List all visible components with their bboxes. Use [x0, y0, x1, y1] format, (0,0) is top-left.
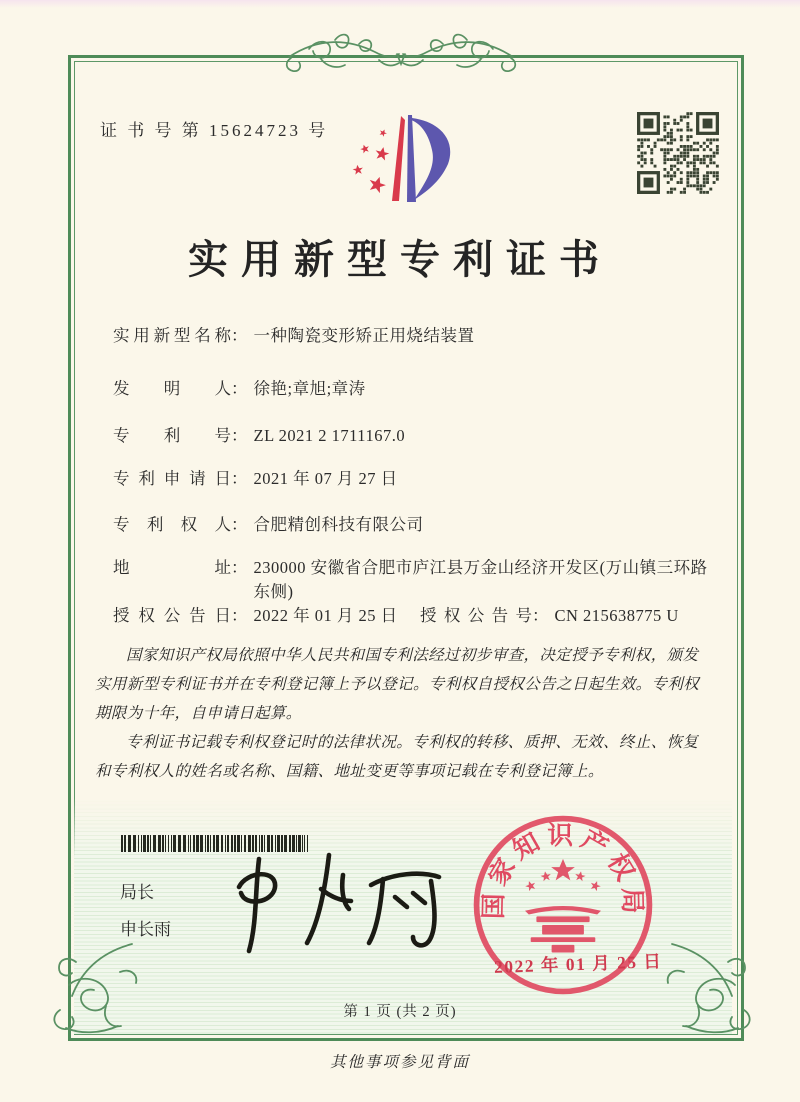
director-signature [225, 845, 455, 962]
field-value: 合肥精创科技有限公司 [253, 515, 424, 534]
field-row-inventor [113, 377, 713, 401]
field-label: 专利号 [113, 426, 231, 445]
cnipa-logo [350, 112, 460, 217]
seal-date: 2022 年 01 月 25 日 [493, 951, 663, 977]
legal-text [95, 641, 709, 786]
field-colon: ： [532, 606, 549, 625]
back-note: 其他事项参见背面 [329, 1054, 470, 1071]
director-name: 申长雨 [120, 920, 171, 939]
body-paragraph-1: 国家知识产权局依照中华人民共和国专利法经过初步审查，决定授予专利权，颁发实用新型专利证书并在专利登记簿上予以登记。专利权自授权公告之日起生效。专利权期限为十年，自申请日起算。 [95, 647, 700, 722]
field-value: 一种陶瓷变形矫正用烧结装置 [253, 326, 475, 345]
seal-ring-text: 国家知识产权局 [478, 821, 648, 920]
field-label: 实用新型名称 [113, 326, 231, 345]
qr-code [637, 112, 719, 199]
field-value: CN 215638775 U [554, 606, 679, 625]
logo-stars [352, 128, 390, 194]
field-label: 地址 [113, 558, 231, 577]
director-title: 局长 [120, 883, 154, 902]
field-value: 2022 年 01 月 25 日 [253, 606, 398, 625]
field-value: 2021 年 07 月 27 日 [253, 469, 398, 488]
field-row-filing-date [113, 467, 713, 491]
field-pair-grant-no [420, 604, 679, 628]
field-row-patent-no [113, 424, 713, 448]
certificate-number: 证 书 号 第 15624723 号 [100, 121, 329, 140]
logo-red-wedge [392, 116, 405, 201]
field-row-grant [113, 604, 713, 628]
field-colon: ： [231, 326, 248, 345]
field-label: 授权公告号 [420, 606, 532, 625]
seal-emblem [524, 859, 602, 953]
field-row-patentee [113, 513, 713, 537]
field-label: 发明人 [113, 379, 231, 398]
field-label: 专利申请日 [113, 469, 231, 488]
field-colon: ： [231, 379, 248, 398]
field-colon: ： [231, 606, 248, 625]
logo-p-bowl [411, 118, 450, 200]
scan-edge [0, 0, 800, 8]
field-value: 230000 安徽省合肥市庐江县万金山经济开发区(万山镇三环路东侧) [253, 558, 708, 601]
certificate-title: 实用新型专利证书 [188, 237, 612, 282]
field-colon: ： [231, 469, 248, 488]
field-label: 授权公告日 [113, 606, 231, 625]
field-colon: ： [231, 515, 248, 534]
field-row-name [113, 324, 713, 348]
field-colon: ： [231, 558, 248, 577]
page-number: 第 1 页 (共 2 页) [343, 1004, 457, 1020]
field-label: 专利权人 [113, 515, 231, 534]
director-block [120, 874, 171, 948]
field-value: 徐艳;章旭;章涛 [253, 379, 366, 398]
field-row-address [113, 556, 713, 604]
body-paragraph-2: 专利证书记载专利权登记时的法律状况。专利权的转移、质押、无效、终止、恢复和专利权人的姓名或名称、国籍、地址变更等事项记载在专利登记簿上。 [95, 734, 699, 780]
logo-blue-wedge [407, 115, 416, 202]
field-colon: ： [231, 426, 248, 445]
field-value: ZL 2021 2 1711167.0 [253, 426, 406, 445]
